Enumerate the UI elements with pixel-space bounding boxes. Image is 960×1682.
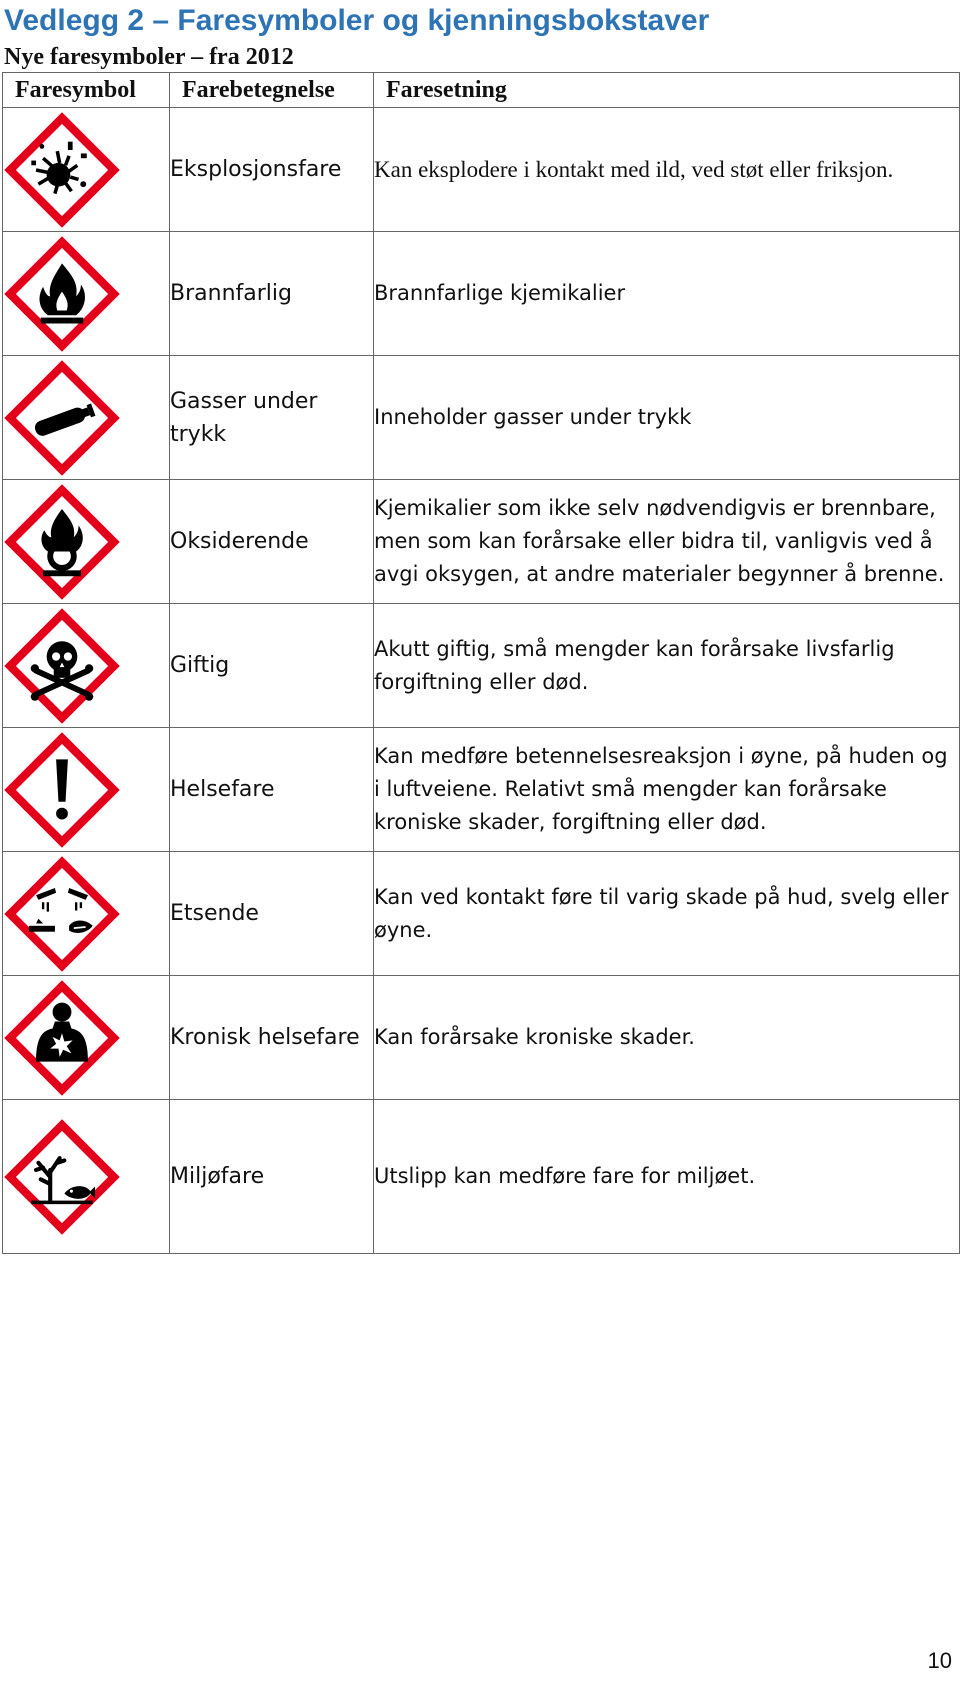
gas-cylinder-icon [3, 359, 121, 477]
table-row [3, 480, 960, 604]
page-number: 10 [927, 1648, 952, 1673]
environment-icon [3, 1118, 121, 1236]
hazard-name: Helsefare [170, 728, 374, 852]
header-statement: Faresetning [374, 73, 960, 108]
hazard-statement: Brannfarlige kjemikalier [374, 232, 960, 356]
hazard-name: Kronisk helsefare [170, 976, 374, 1100]
hazard-name: Giftig [170, 604, 374, 728]
hazard-statement: Kan medføre betennelsesreaksjon i øyne, på huden og i luftveiene. Relativt små mengder kan forårsake kroniske skader, forgiftning eller død. [374, 728, 960, 852]
hazard-name: Miljøfare [170, 1100, 374, 1254]
flame-icon [3, 235, 121, 353]
hazard-name: Oksiderende [170, 480, 374, 604]
hazard-statement: Kan forårsake kroniske skader. [374, 976, 960, 1100]
health-hazard-icon [3, 979, 121, 1097]
table-header-row [3, 73, 960, 108]
exclamation-mark-icon [3, 731, 121, 849]
page-title: Vedlegg 2 – Faresymboler og kjenningsbokstaver [4, 4, 710, 37]
hazard-symbol-table [2, 72, 960, 1254]
hazard-name: Eksplosjonsfare [170, 108, 374, 232]
table-row [3, 604, 960, 728]
hazard-statement: Kjemikalier som ikke selv nødvendigvis er brennbare, men som kan forårsake eller bidra til, vanligvis ved å avgi oksygen, at andre materialer begynner å brenne. [374, 480, 960, 604]
table-row [3, 232, 960, 356]
table-row [3, 852, 960, 976]
table-row [3, 356, 960, 480]
table-row [3, 976, 960, 1100]
explosive-icon [3, 111, 121, 229]
table-row [3, 728, 960, 852]
table-row [3, 1100, 960, 1254]
header-symbol: Faresymbol [3, 73, 170, 108]
corrosion-icon [3, 855, 121, 973]
hazard-statement: Kan eksplodere i kontakt med ild, ved støt eller friksjon. [374, 108, 960, 232]
page-subtitle: Nye faresymboler – fra 2012 [4, 44, 294, 70]
hazard-name: Etsende [170, 852, 374, 976]
hazard-statement: Kan ved kontakt føre til varig skade på hud, svelg eller øyne. [374, 852, 960, 976]
skull-crossbones-icon [3, 607, 121, 725]
flame-over-circle-icon [3, 483, 121, 601]
hazard-name: Brannfarlig [170, 232, 374, 356]
table-row [3, 108, 960, 232]
hazard-statement: Akutt giftig, små mengder kan forårsake livsfarlig forgiftning eller død. [374, 604, 960, 728]
hazard-name: Gasser under trykk [170, 356, 374, 480]
header-name: Farebetegnelse [170, 73, 374, 108]
hazard-statement: Inneholder gasser under trykk [374, 356, 960, 480]
hazard-statement: Utslipp kan medføre fare for miljøet. [374, 1100, 960, 1254]
